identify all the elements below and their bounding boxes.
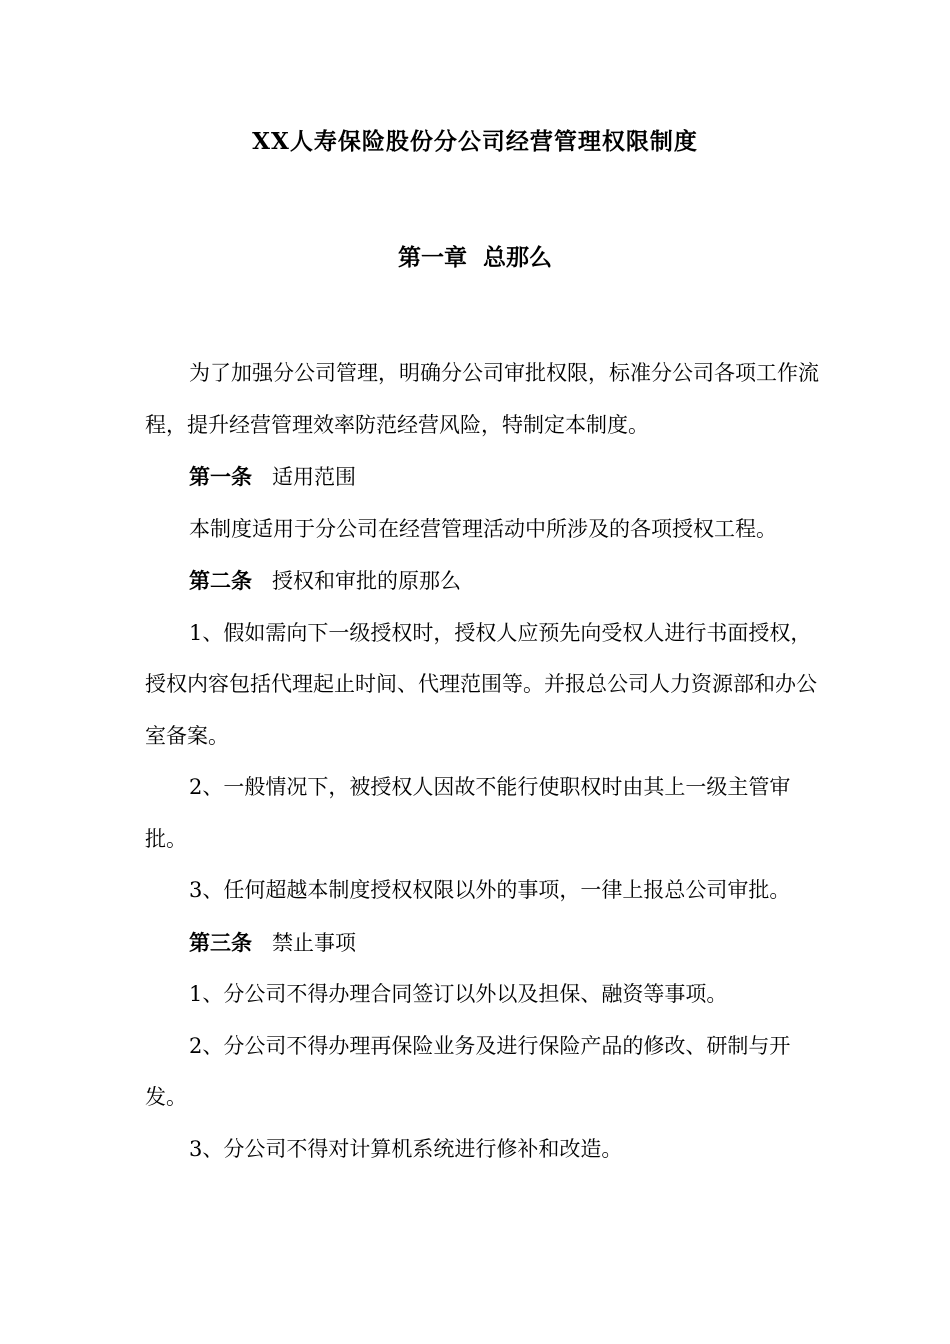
article-2-title: 授权和审批的原那么 (272, 569, 462, 593)
article-3-label: 第三条 (189, 929, 252, 955)
article-2-label: 第二条 (189, 568, 252, 593)
document-body (145, 348, 825, 1175)
intro-paragraph: 为了加强分公司管理，明确分公司审批权限，标准分公司各项工作流程，提升经营管理效率防范经营风险，特制定本制度。 (145, 361, 819, 437)
document-title: XX人寿保险股份分公司经营管理权限制度 (252, 128, 698, 155)
article-1-label: 第一条 (189, 464, 252, 489)
article-3-title: 禁止事项 (272, 930, 357, 955)
article-1-body: 本制度适用于分公司在经营管理活动中所涉及的各项授权工程。 (189, 516, 777, 541)
article-3-item-3: 3、分公司不得对计算机系统进行修补和改造。 (189, 1136, 623, 1161)
article-1-heading (145, 451, 825, 504)
article-1-title: 适用范围 (272, 465, 357, 489)
article-2-heading (145, 555, 825, 608)
article-3-item-2: 2、分公司不得办理再保险业务及进行保险产品的修改、研制与开发。 (145, 1033, 791, 1109)
article-2-item-2: 2、一般情况下，被授权人因故不能行使职权时由其上一级主管审批。 (145, 775, 791, 851)
article-3-item-1: 1、分公司不得办理合同签订以外以及担保、融资等事项。 (189, 982, 728, 1006)
chapter-title: 第一章 总那么 (397, 244, 552, 271)
article-3-heading (145, 917, 825, 970)
article-2-item-3: 3、任何超越本制度授权权限以外的事项，一律上报总公司审批。 (189, 878, 791, 902)
article-2-item-1: 1、假如需向下一级授权时，授权人应预先向受权人进行书面授权，授权内容包括代理起止时间、代理范围等。并报总公司人力资源部和办公室备案。 (145, 620, 817, 748)
